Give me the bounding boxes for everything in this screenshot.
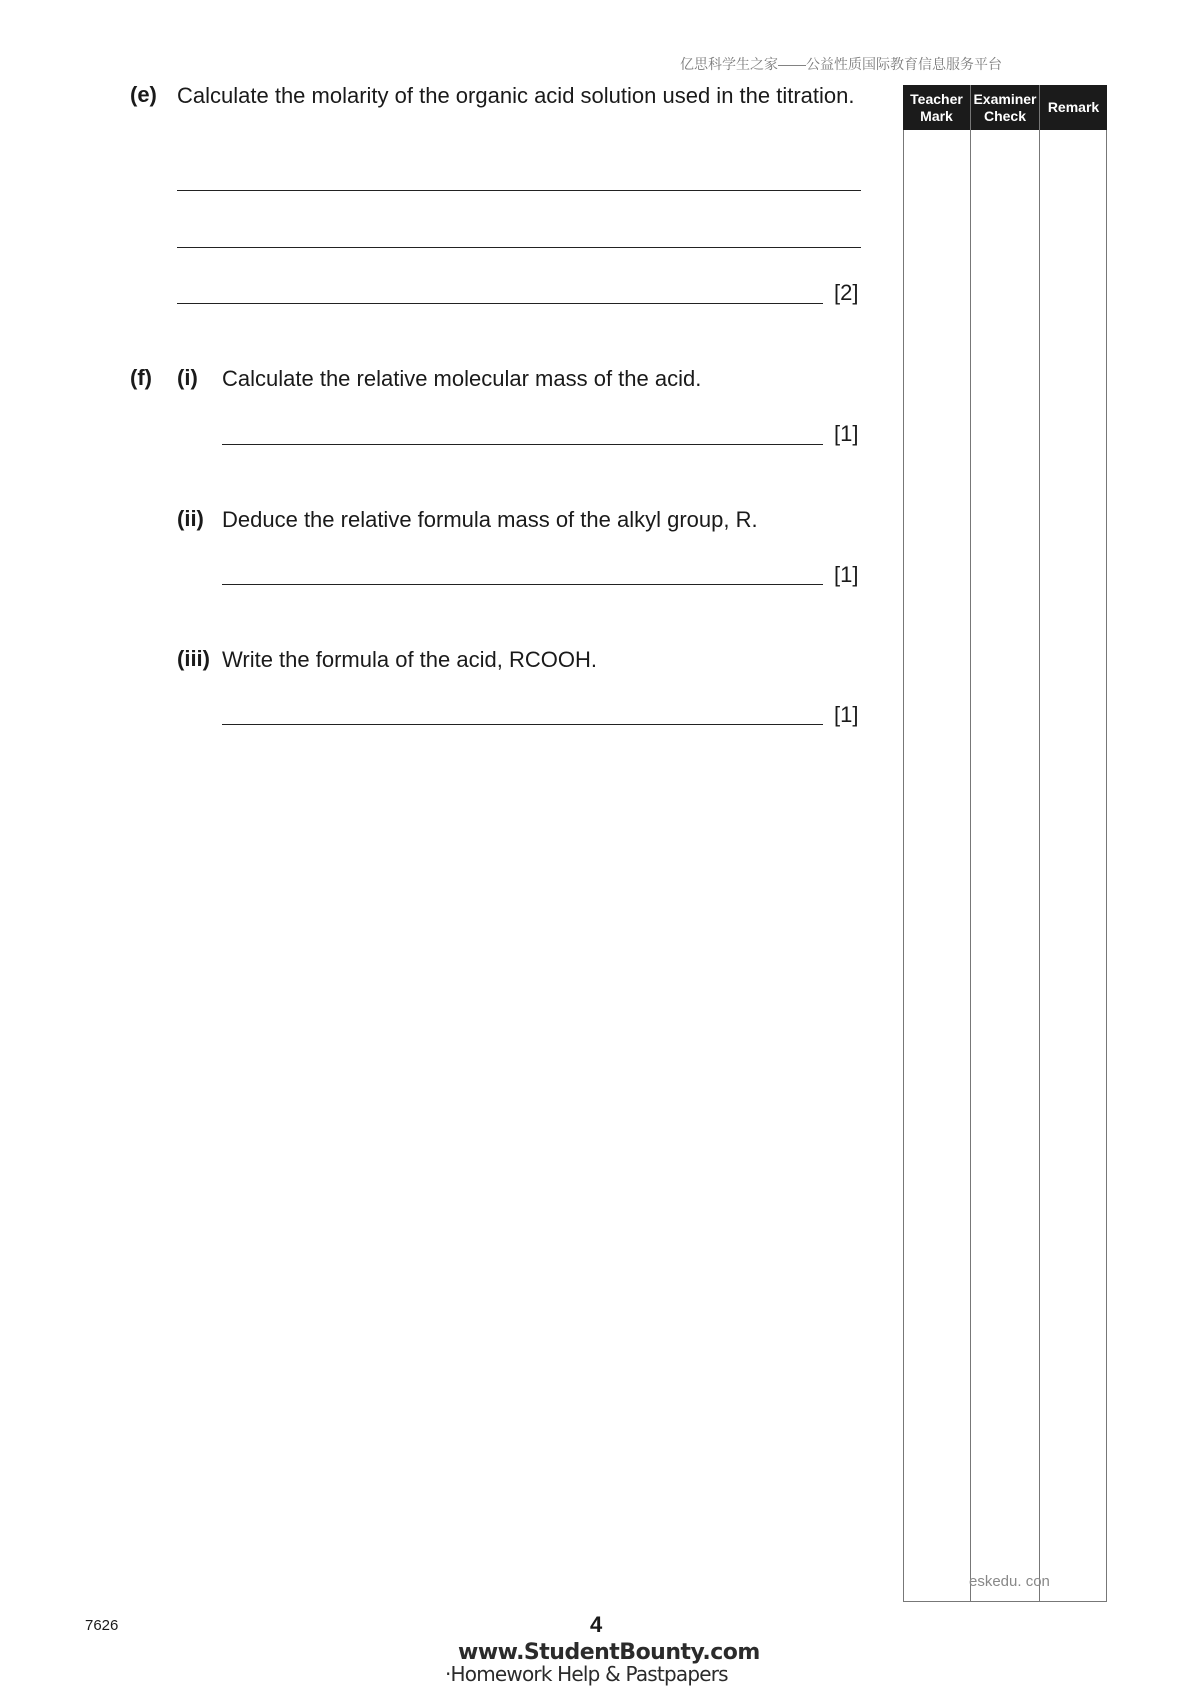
question-e-label: (e) — [130, 82, 157, 107]
studentbounty-tagline: ·Homework Help & Pastpapers — [445, 1662, 728, 1686]
answer-line — [177, 303, 823, 304]
grid-watermark: eskedu. con — [969, 1573, 1050, 1590]
question-f-ii-text: Deduce the relative formula mass of the alkyl group, R. — [222, 507, 758, 532]
question-f-i-marks: [1] — [834, 421, 859, 446]
answer-line — [177, 247, 861, 248]
question-e-text: Calculate the molarity of the organic acid solution used in the titration. — [177, 83, 855, 108]
question-f-iii-marks: [1] — [834, 702, 859, 727]
grid-divider — [970, 85, 971, 1602]
grid-divider — [1039, 85, 1040, 1602]
question-f-ii-marks: [1] — [834, 562, 859, 587]
examiner-check-header: Examiner Check — [973, 90, 1037, 124]
marking-grid-header — [903, 85, 1107, 130]
teacher-mark-header: Teacher Mark — [910, 90, 963, 124]
paper-code: 7626 — [85, 1617, 119, 1634]
answer-line — [222, 584, 823, 585]
answer-line — [222, 444, 823, 445]
question-f-i-text: Calculate the relative molecular mass of the acid. — [222, 366, 702, 391]
header-watermark: 亿思科学生之家——公益性质国际教育信息服务平台 — [680, 56, 1002, 72]
marking-grid — [903, 130, 1107, 1602]
question-f-ii-label: (ii) — [177, 506, 204, 531]
remark-header: Remark — [1047, 99, 1100, 115]
question-f-i-label: (i) — [177, 365, 198, 390]
question-f-label: (f) — [130, 365, 152, 390]
question-e-marks: [2] — [834, 280, 859, 305]
answer-line — [222, 724, 823, 725]
answer-line — [177, 190, 861, 191]
question-f-iii-label: (iii) — [177, 646, 210, 671]
studentbounty-url: www.StudentBounty.com — [458, 1640, 760, 1665]
question-f-iii-text: Write the formula of the acid, RCOOH. — [222, 647, 597, 672]
page-number: 4 — [590, 1612, 603, 1637]
